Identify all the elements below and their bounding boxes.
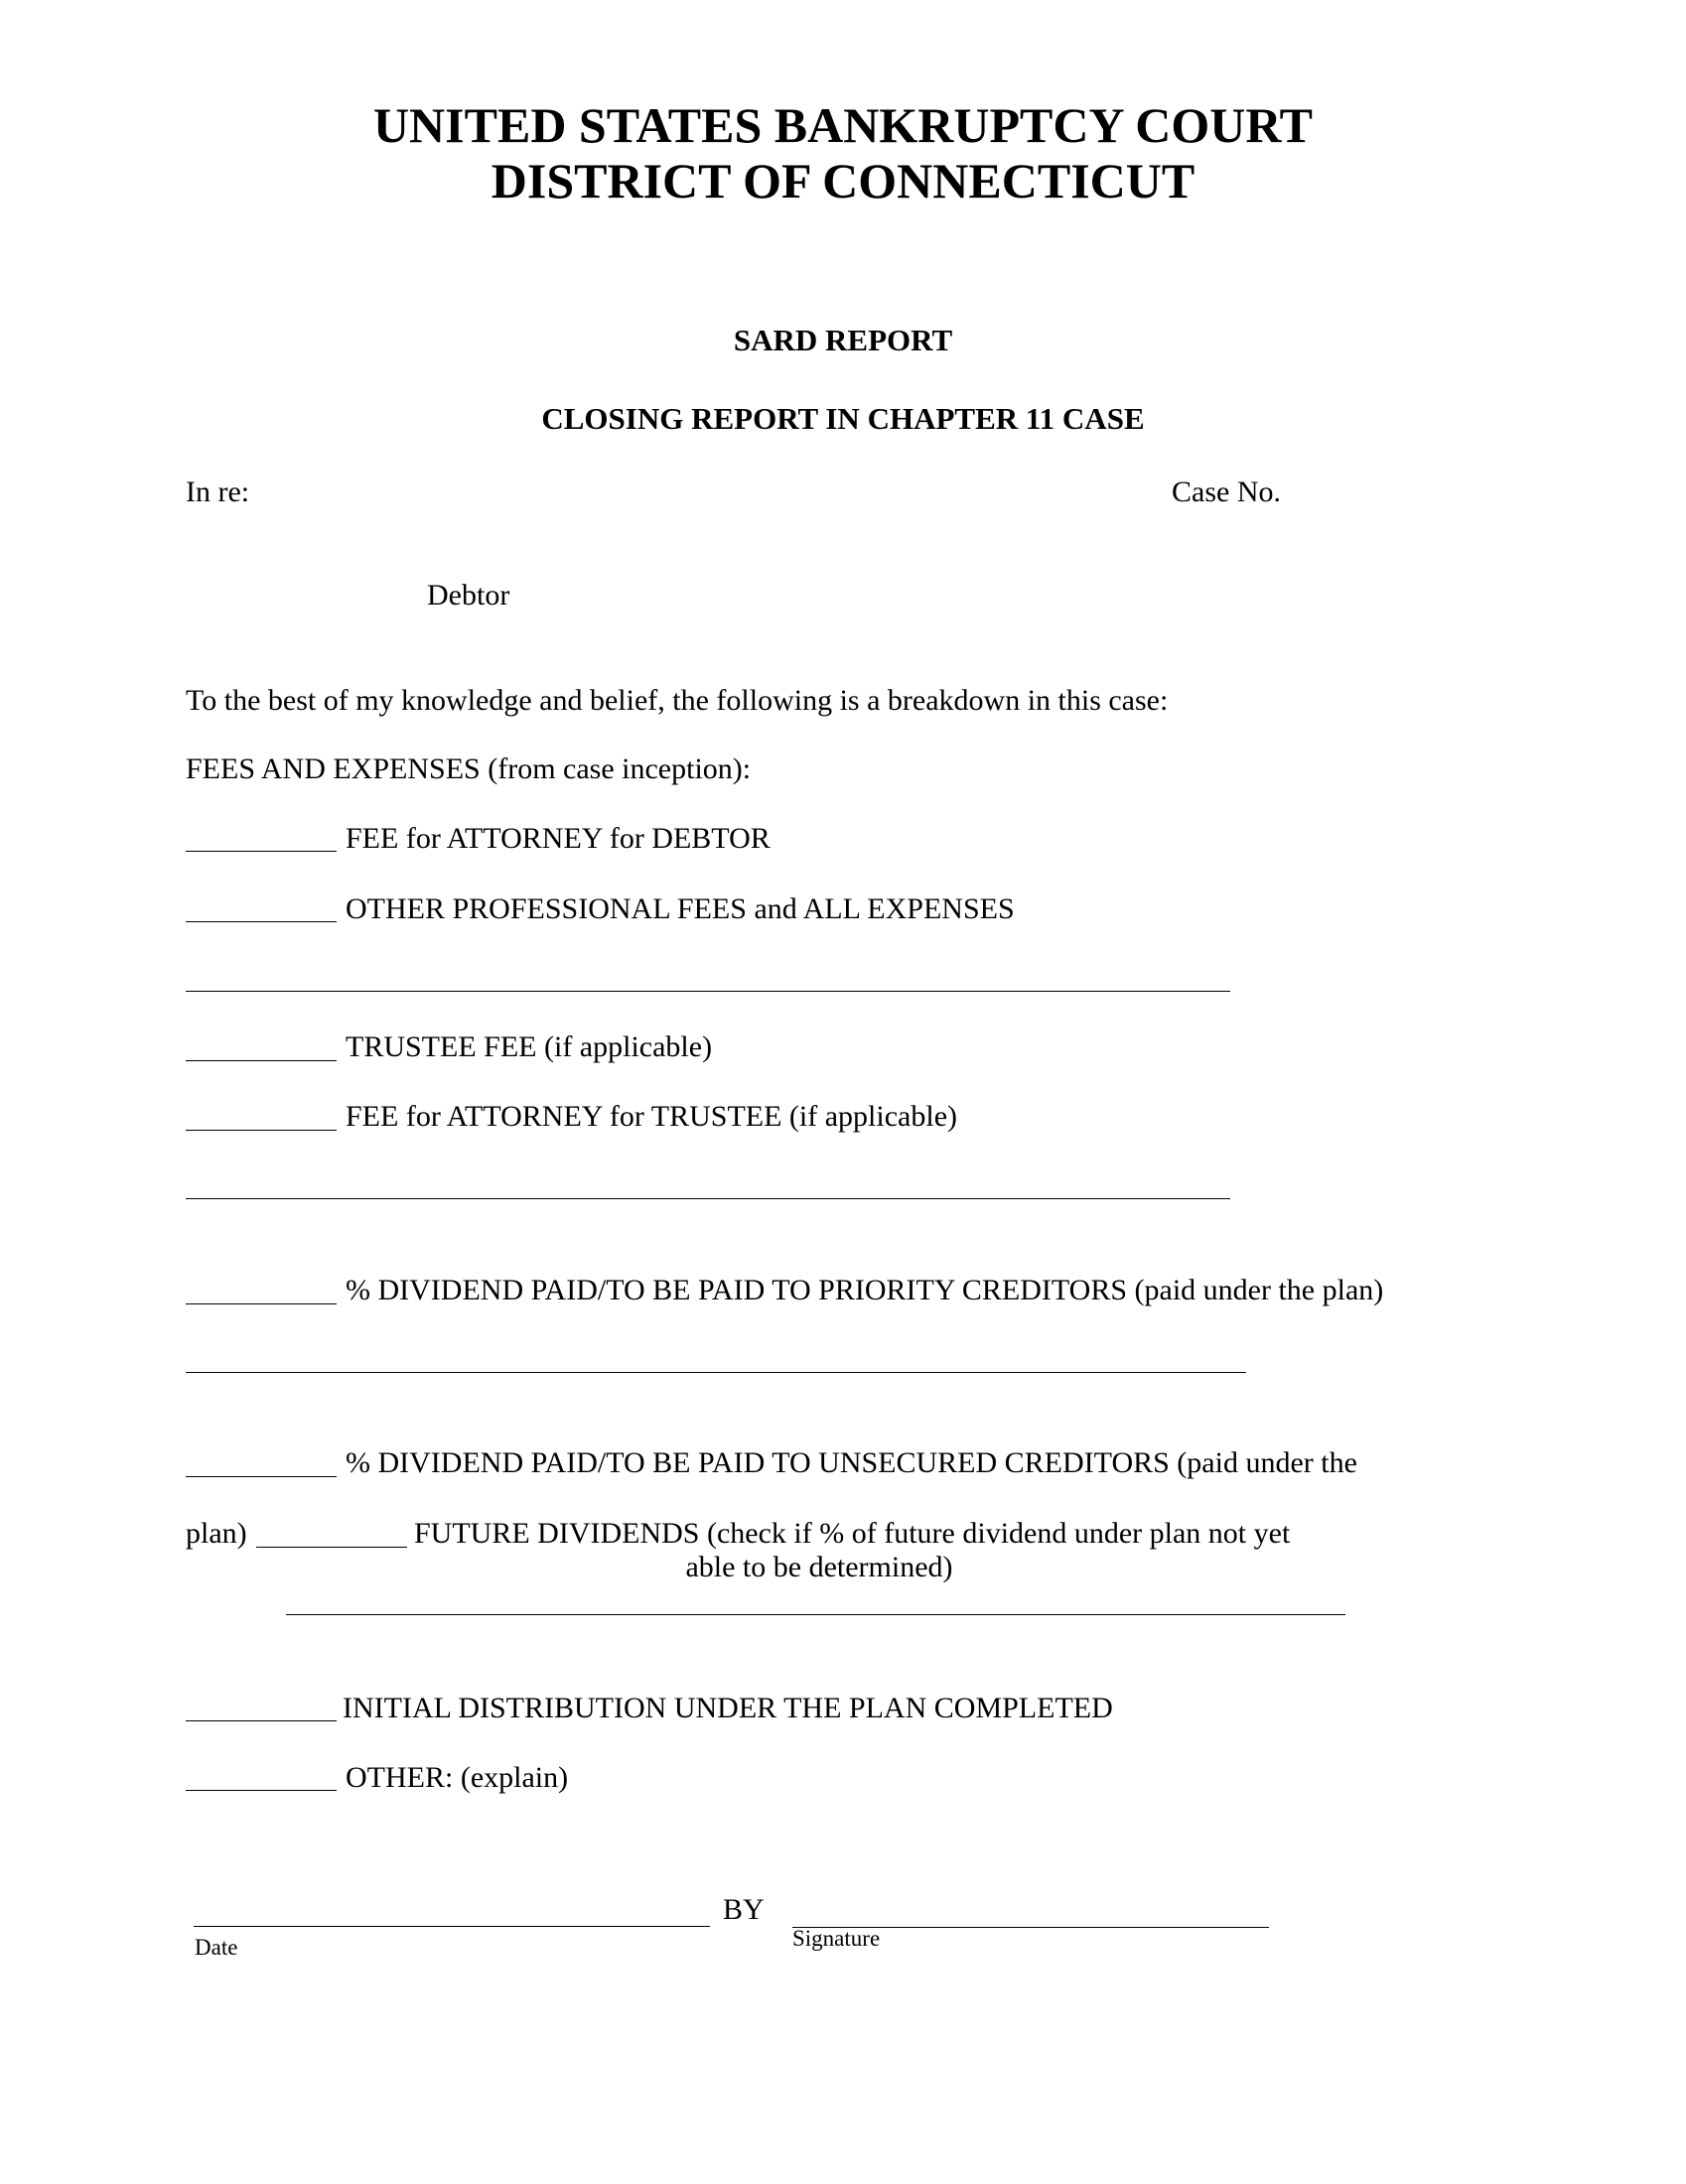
initial-distribution-blank[interactable] <box>186 1720 337 1721</box>
unsecured-dividend-blank[interactable] <box>186 1476 337 1477</box>
signature-label: Signature <box>792 1926 881 1951</box>
report-title: SARD REPORT <box>733 323 953 357</box>
unsecured-dividend-continued: plan) <box>186 1517 247 1550</box>
other-professional-label: OTHER PROFESSIONAL FEES and ALL EXPENSES <box>346 892 1015 925</box>
report-subtitle: CLOSING REPORT IN CHAPTER 11 CASE <box>541 401 1145 436</box>
date-line[interactable] <box>194 1926 710 1927</box>
case-number-label: Case No. <box>1172 476 1281 508</box>
trustee-fee-label: TRUSTEE FEE (if applicable) <box>346 1030 713 1063</box>
by-label: BY <box>723 1893 765 1926</box>
future-dividends-blank[interactable] <box>256 1547 407 1548</box>
in-re-label: In re: <box>186 476 250 508</box>
debtor-label: Debtor <box>427 579 510 612</box>
fee-attorney-debtor-label: FEE for ATTORNEY for DEBTOR <box>346 822 771 855</box>
court-name: UNITED STATES BANKRUPTCY COURT <box>372 97 1314 153</box>
future-dividends-details-line[interactable] <box>286 1614 1345 1615</box>
unsecured-dividend-label: % DIVIDEND PAID/TO BE PAID TO UNSECURED CREDITORS (paid under the <box>346 1446 1357 1479</box>
trustee-fee-blank[interactable] <box>186 1060 337 1061</box>
other-explain-label: OTHER: (explain) <box>346 1761 569 1794</box>
other-professional-blank[interactable] <box>186 921 337 922</box>
future-dividends-label: FUTURE DIVIDENDS (check if % of future dividend under plan not yet <box>414 1517 1291 1550</box>
priority-dividend-label: % DIVIDEND PAID/TO BE PAID TO PRIORITY CREDITORS (paid under the plan) <box>346 1274 1384 1306</box>
priority-details-line[interactable] <box>186 1372 1246 1373</box>
fees-heading: FEES AND EXPENSES (from case inception): <box>186 752 752 785</box>
other-professional-details-line[interactable] <box>186 991 1230 992</box>
date-label: Date <box>195 1935 238 1960</box>
trustee-details-line[interactable] <box>186 1198 1230 1199</box>
future-dividends-label-continued: able to be determined) <box>685 1551 953 1583</box>
priority-dividend-blank[interactable] <box>186 1303 337 1304</box>
court-district: DISTRICT OF CONNECTICUT <box>491 153 1195 208</box>
intro-statement: To the best of my knowledge and belief, the following is a breakdown in this case: <box>186 684 1169 717</box>
fee-attorney-debtor-blank[interactable] <box>186 851 337 852</box>
fee-attorney-trustee-blank[interactable] <box>186 1130 337 1131</box>
initial-distribution-label: INITIAL DISTRIBUTION UNDER THE PLAN COMPLETED <box>343 1692 1113 1724</box>
other-blank[interactable] <box>186 1790 337 1791</box>
fee-attorney-trustee-label: FEE for ATTORNEY for TRUSTEE (if applicable) <box>346 1100 957 1133</box>
